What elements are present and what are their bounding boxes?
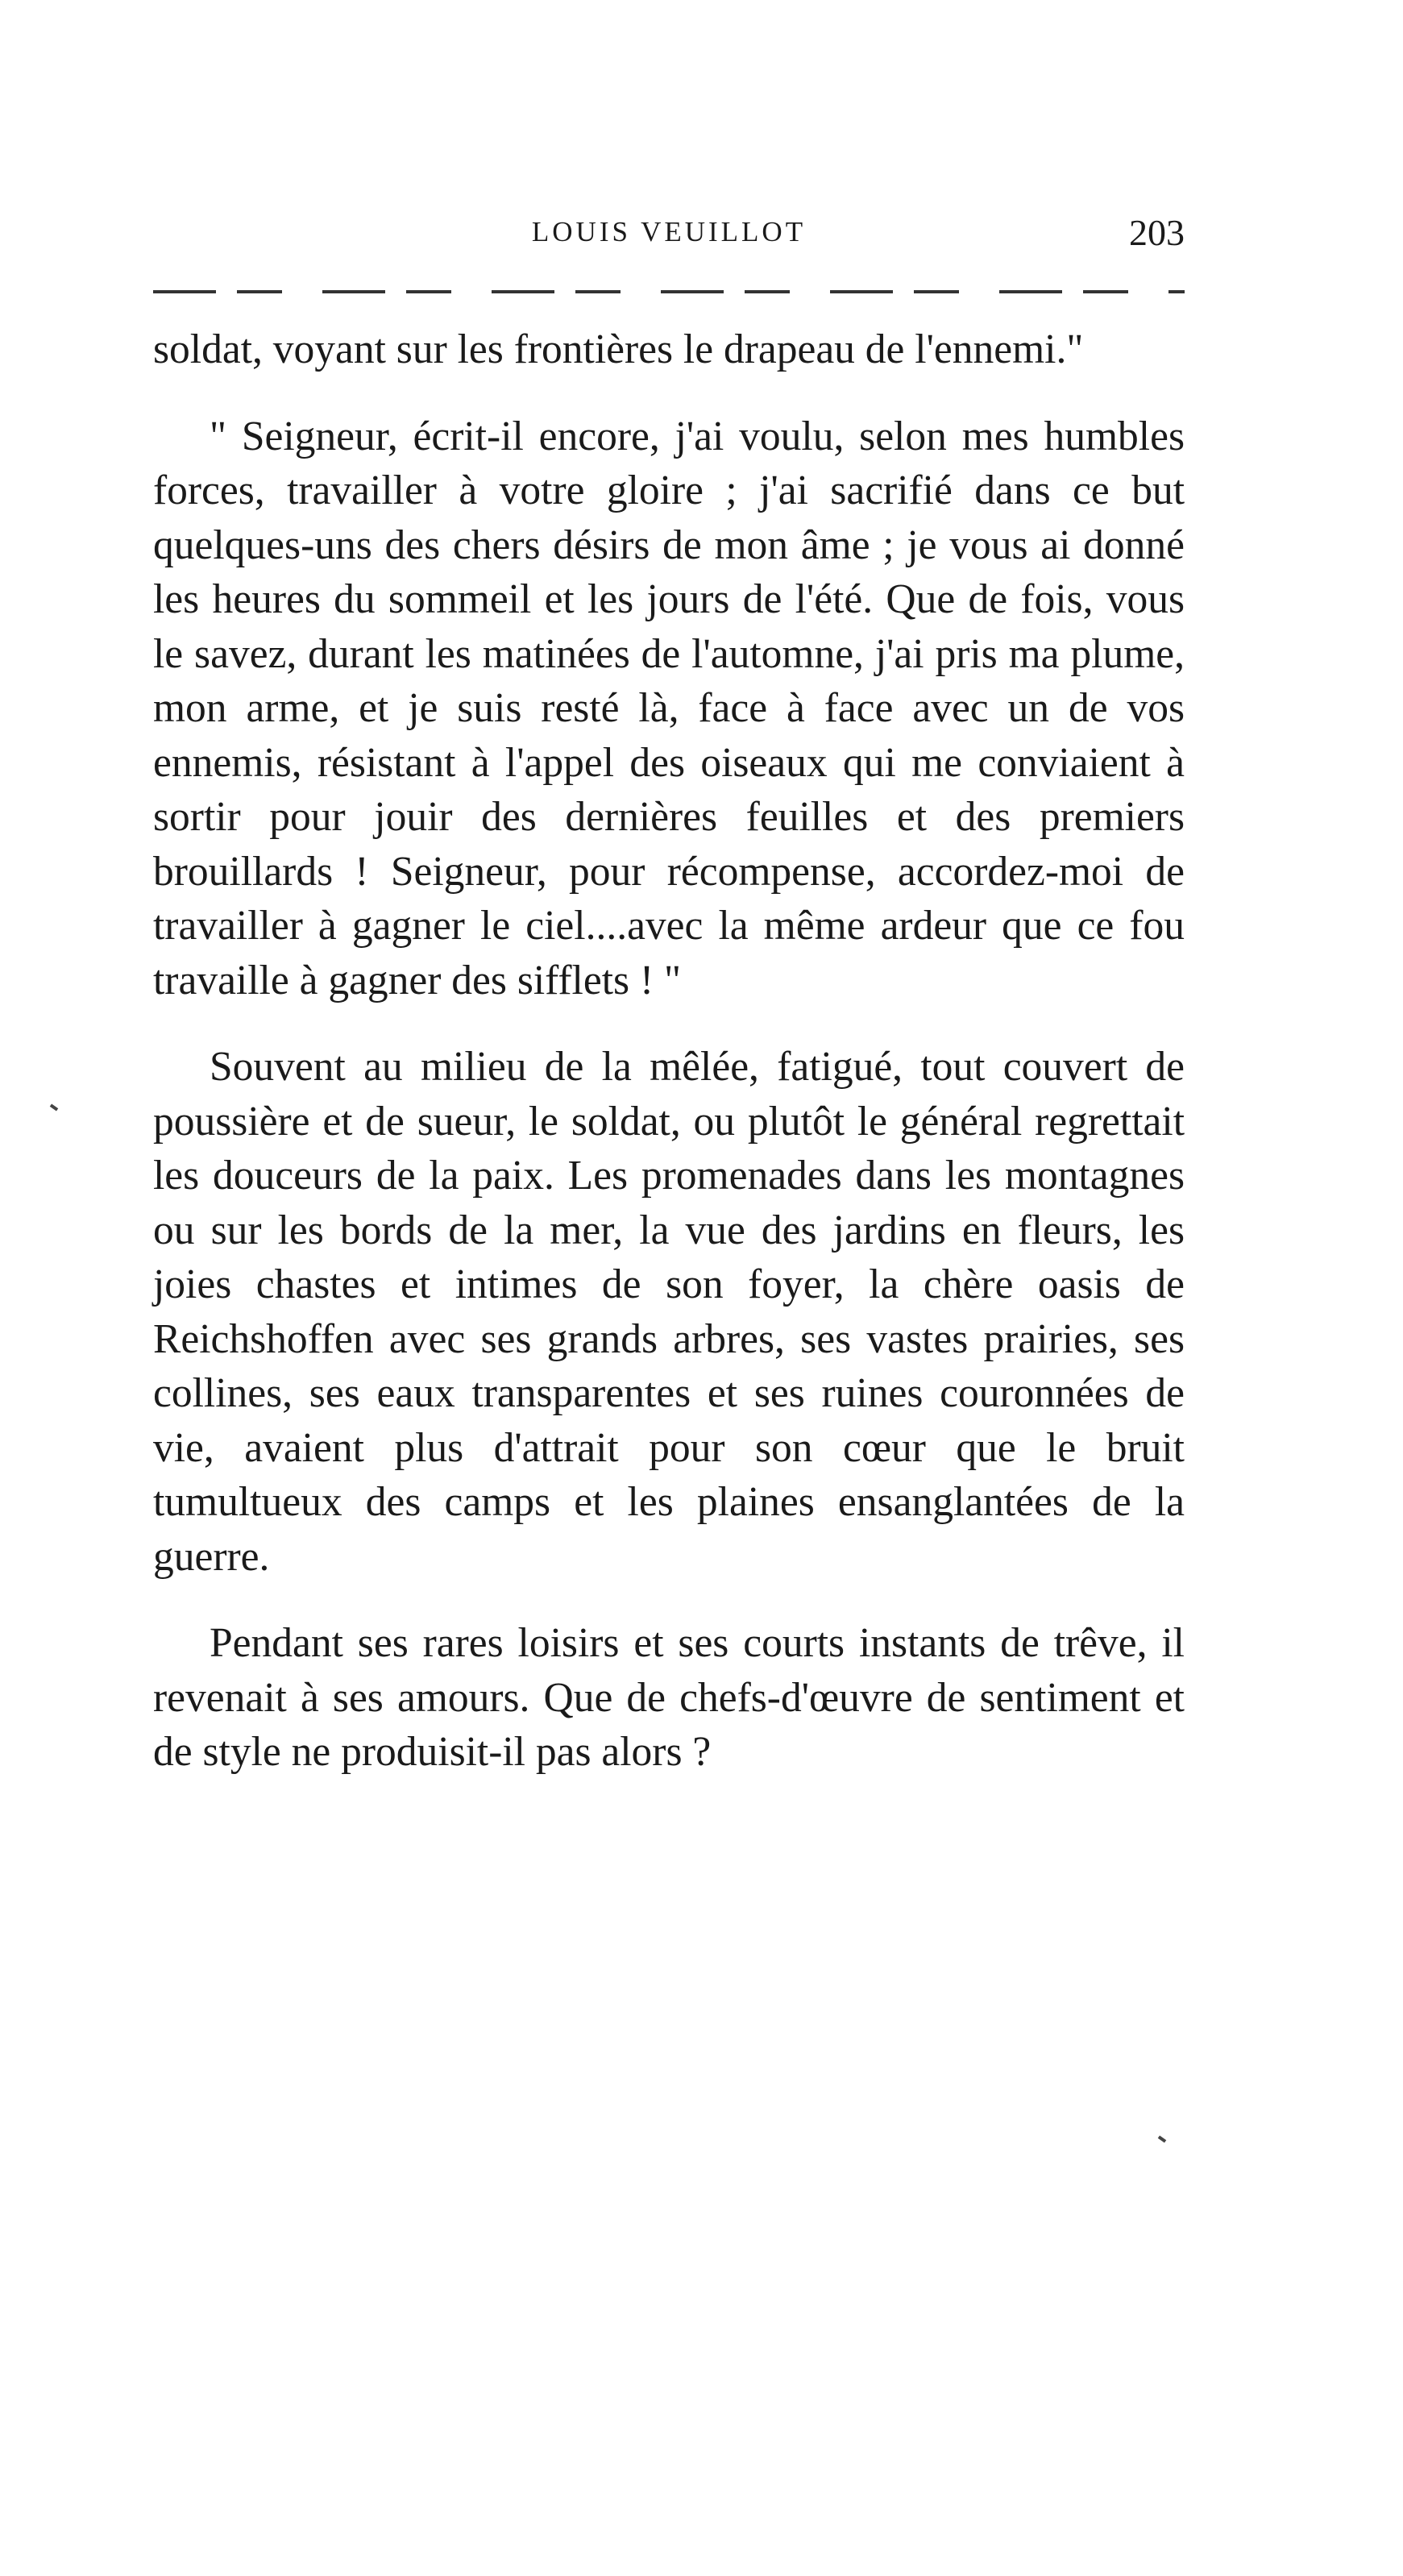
paragraph-continuation: soldat, voyant sur les frontières le drapeau de l'ennemi."	[153, 326, 1084, 372]
paragraph-melee: Souvent au milieu de la mêlée, fatigué, tout couvert de poussière et de sueur, le soldat, ou plutôt le général regrettait les douceurs de la paix. Les promenades dans les montagnes ou sur les bords de la mer, la vue des jardins en fleurs, les joies chastes et intimes de son foyer, la chère oasis de Reichshoffen avec ses grands arbres, ses vastes prairies, ses collines, ses eaux transparentes et ses ruines couronnées de vie, avaient plus d'attrait pour son cœur que le bruit tumultueux des camps et les plaines ensanglantées de la guerre.	[153, 1044, 1185, 1580]
scan-speck	[1158, 2135, 1166, 2142]
header-rule	[153, 290, 1185, 293]
scan-speck	[50, 1103, 58, 1111]
running-title: LOUIS VEUILLOT	[531, 216, 807, 247]
paragraph-quotation: " Seigneur, écrit-il encore, j'ai voulu, selon mes humbles forces, travailler à votre gloire ; j'ai sacrifié dans ce but quelques-uns des chers désirs de mon âme ; je vous ai donné les heures du sommeil et les jours de l'été. Que de fois, vous le savez, durant les matinées de l'automne, j'ai pris ma plume, mon arme, et je suis resté là, face à face avec un de vos ennemis, résistant à l'appel des oiseaux qui me conviaient à sortir pour jouir des dernières feuilles et des premiers brouillards ! Seigneur, pour récompense, accordez-moi de travailler à gagner le ciel....avec la même ardeur que ce fou travaille à gagner des sifflets ! "	[153, 413, 1185, 1003]
body-text	[153, 322, 1185, 1780]
running-head	[153, 211, 1185, 260]
page-number: 203	[1129, 212, 1185, 253]
paragraph-loisirs: Pendant ses rares loisirs et ses courts instants de trêve, il revenait à ses amours. Que de chefs-d'œuvre de sentiment et de style ne produisit-il pas alors ?	[153, 1620, 1185, 1775]
